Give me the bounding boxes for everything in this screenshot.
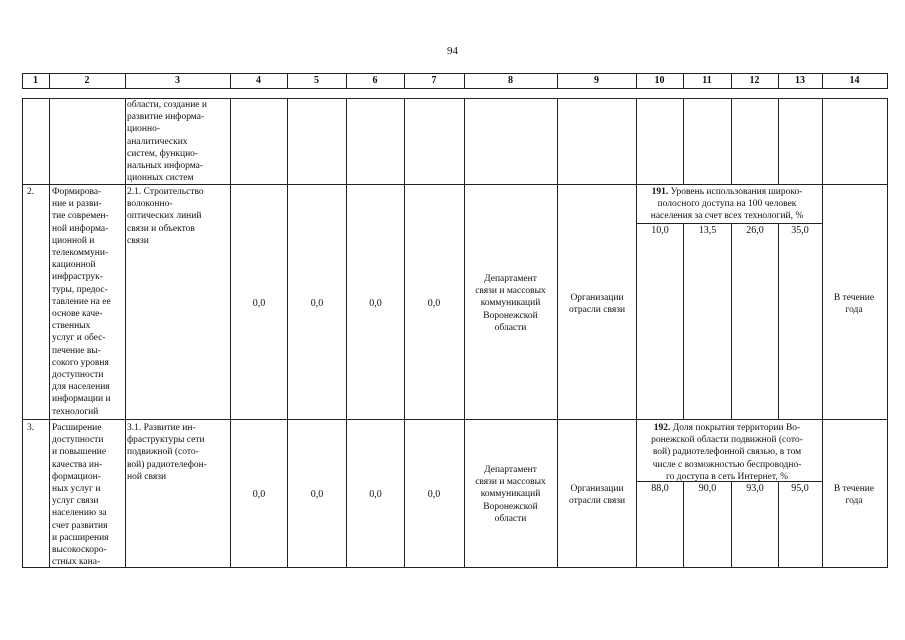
indicator-rule xyxy=(636,223,822,224)
header-cell: 10 xyxy=(654,75,665,86)
column-divider xyxy=(778,98,779,184)
funding-col5: 0,0 xyxy=(310,298,324,309)
header-cell: 5 xyxy=(314,75,319,86)
term: В течение года xyxy=(833,293,875,316)
header-cell: 3 xyxy=(175,75,180,86)
funding-col6: 0,0 xyxy=(369,489,382,500)
header-column-divider xyxy=(464,73,465,88)
indicator-value: 13,5 xyxy=(698,225,717,236)
column-divider xyxy=(636,98,637,567)
funding-col5: 0,0 xyxy=(310,489,324,500)
funding-col6: 0,0 xyxy=(369,298,382,309)
column-divider xyxy=(22,98,23,567)
header-column-divider xyxy=(49,73,50,88)
header-cell: 6 xyxy=(372,75,378,86)
row-divider xyxy=(22,419,888,420)
value-divider xyxy=(683,223,684,419)
header-column-divider xyxy=(22,73,23,88)
header-cell: 8 xyxy=(508,75,513,86)
row-number: 2. xyxy=(27,187,35,197)
measure-text: 2.1. Строительство волоконно- оптических линий связи и объектов связи xyxy=(127,187,204,246)
indicator-number: 192. xyxy=(653,423,671,433)
column-divider xyxy=(887,98,888,567)
indicator-text: Доля покрытия территории Во- ронежской области подвижной (сото- вой) радиотелефонной связью, в том числе с возможностью беспроводно- го доступа в сеть Интернет, % xyxy=(651,423,803,482)
header-column-divider xyxy=(125,73,126,88)
indicator-number: 191. xyxy=(651,187,669,197)
column-divider xyxy=(731,98,732,184)
header-column-divider xyxy=(683,73,684,88)
funding-col7: 0,0 xyxy=(427,298,441,309)
body-border-bottom xyxy=(22,567,888,568)
page-number: 94 xyxy=(447,45,458,57)
indicator xyxy=(637,422,817,483)
header-column-divider xyxy=(636,73,637,88)
indicator-value: 88,0 xyxy=(651,483,669,494)
header-column-divider xyxy=(287,73,288,88)
header-cell: 11 xyxy=(702,75,712,86)
task-name: Формирова- ние и разви- тие современ- ной информа- ционной и телекоммуни- кационной инфраструк- туры, предос- тавление на ее основе каче- ственных услуг и обес- печение вы- сокого уровня доступности для населения информации и технологий xyxy=(52,187,111,417)
header-cell: 7 xyxy=(431,75,437,86)
indicator-value: 90,0 xyxy=(698,483,717,494)
indicator-text: Уровень использования широко- полосного доступа на 100 человек населения за счет всех технологий, % xyxy=(650,187,804,222)
funding-col4: 0,0 xyxy=(252,489,266,500)
header-column-divider xyxy=(404,73,405,88)
continuation-measure-text: области, создание и развитие информа- ционно- аналитических систем, функцио- нальных информа- ционных систем xyxy=(127,100,207,184)
column-divider xyxy=(230,98,231,567)
executor: Департамент связи и массовых коммуникаций Воронежской области xyxy=(475,274,546,333)
header-cell: 2 xyxy=(84,75,90,86)
header-cell: 12 xyxy=(749,75,760,86)
header-cell: 1 xyxy=(33,75,38,86)
indicator-value: 10,0 xyxy=(651,225,669,236)
participant: Организации отрасли связи xyxy=(568,293,626,316)
header-column-divider xyxy=(731,73,732,88)
header-column-divider xyxy=(557,73,558,88)
term: В течение года xyxy=(833,484,875,507)
executor: Департамент связи и массовых коммуникаций Воронежской области xyxy=(475,465,546,524)
header-cell: 13 xyxy=(795,75,805,86)
indicator-value: 26,0 xyxy=(746,225,764,236)
indicator-value: 35,0 xyxy=(791,225,809,236)
header-column-divider xyxy=(887,73,888,88)
value-divider xyxy=(731,223,732,419)
row-number: 3. xyxy=(27,423,35,433)
indicator xyxy=(637,186,817,223)
indicator-value: 93,0 xyxy=(746,483,764,494)
column-divider xyxy=(683,98,684,184)
value-divider xyxy=(778,223,779,419)
header-column-divider xyxy=(822,73,823,88)
header-border-top xyxy=(22,73,888,74)
header-cell: 9 xyxy=(594,75,599,86)
funding-col7: 0,0 xyxy=(427,489,441,500)
participant: Организации отрасли связи xyxy=(568,484,626,507)
measure-text: 3.1. Развитие ин- фраструктуры сети подвижной (сото- вой) радиотелефон- ной связи xyxy=(127,423,207,482)
column-divider xyxy=(125,98,126,567)
header-cell: 4 xyxy=(256,75,261,86)
header-column-divider xyxy=(230,73,231,88)
column-divider xyxy=(49,98,50,567)
task-name: Расширение доступности и повышение качества ин- формацион- ных услуг и услуг связи населению за счет развития и расширения высокоскоро- стных кана- xyxy=(52,423,109,568)
header-border-bottom xyxy=(22,88,888,89)
indicator-value: 95,0 xyxy=(791,483,809,494)
header-column-divider xyxy=(346,73,347,88)
funding-col4: 0,0 xyxy=(252,298,266,309)
header-column-divider xyxy=(778,73,779,88)
header-cell: 14 xyxy=(849,75,860,86)
